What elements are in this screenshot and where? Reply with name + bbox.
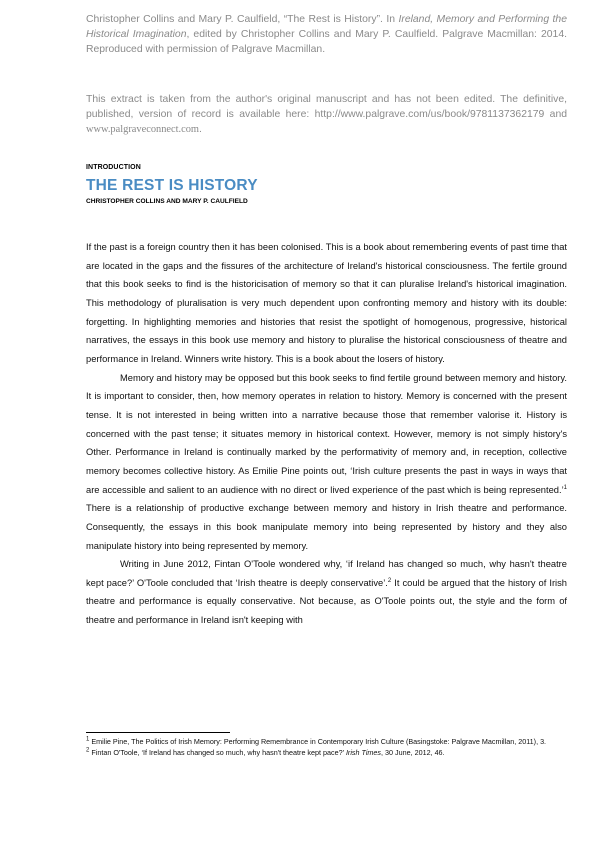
footnote-2-journal: Irish Times — [345, 747, 382, 757]
citation-notice — [86, 12, 567, 57]
body-text — [86, 238, 567, 630]
paragraph-2 — [86, 369, 567, 556]
extract-text: This extract is taken from the author's original manuscript and has not been edited. The definitive, published, version of record is available here: http://www.palgrave.com/us/book/9781137362179 and — [86, 94, 567, 120]
extract-period: . — [199, 124, 202, 135]
footnotes — [86, 737, 567, 758]
section-label: INTRODUCTION — [86, 164, 141, 171]
footnote-2 — [86, 748, 567, 759]
footnote-2-number: 2 — [86, 747, 90, 754]
paragraph-2-text-a: Memory and history may be opposed but this book seeks to find fertile ground between memory and history. It is important to consider, then, how memory operates in relation to history. Memory is concerned with the present tense. It is not interested in being written into a narrative because those that remember valorise it. History is concerned with the past tense; it situates memory in historical context. However, memory is not simply history's Other. Performance in Ireland is continually marked by the performativity of memory and, in reception, collective memory becomes collective history. As Emilie Pine points out, ‘Irish culture presents the past in ways in ways that are accessible and salient to an audience with no direct or lived experience of the past which is being represented.’ — [86, 372, 567, 495]
footnote-divider — [86, 732, 230, 733]
footnote-ref-2[interactable]: 2 — [387, 577, 392, 584]
paragraph-3-text-b: It could be argued that the history of Irish theatre and performance is equally conservative. Not because, as O'Toole points out, the style and the form of theatre and performance in Ireland isn't keeping with — [86, 577, 567, 626]
paragraph-1: If the past is a foreign country then it has been colonised. This is a book about remembering events of past time that are located in the gaps and the fissures of the architecture of Ireland's historical consciousness. The fertile ground that this book seeks to find is the historicisation of memory so that it can pluralise Ireland's historical imagination. This methodology of pluralisation is very much dependent upon confronting memory and history with its double: forgetting. In highlighting memories and histories that resist the spotlight of homogenous, progressive, historical narratives, the essays in this book use memory and history to pluralise the historical consciousness of theatre and performance in Ireland. Winners write history. This is a book about the losers of history. — [86, 242, 567, 364]
paragraph-2-text-b: There is a relationship of productive exchange between memory and history in Irish theatre and performance. Consequently, the essays in this book manipulate memory into being represented by history and they also manipulate history into being represented by memory. — [86, 503, 567, 551]
footnote-2-text-a: Fintan O'Toole, ‘If Ireland has changed so much, why hasn't theatre kept pace?’ — [89, 747, 346, 757]
chapter-authors: CHRISTOPHER COLLINS AND MARY P. CAULFIELD — [86, 198, 248, 205]
footnote-1-text: Emilie Pine, The Politics of Irish Memory: Performing Remembrance in Contemporary Irish Culture (Basingstoke: Palgrave Macmillan, 2011), 3. — [89, 737, 547, 746]
footnote-ref-1[interactable]: 1 — [563, 484, 567, 491]
citation-rest: , edited by Christopher Collins and Mary P. Caulfield. Palgrave Macmillan: 2014. Reproduced with permission of Palgrave Macmillan. — [86, 29, 567, 55]
palgraveconnect-link[interactable]: www.palgraveconnect.com — [86, 124, 199, 135]
footnote-1 — [86, 737, 567, 748]
footnote-1-number: 1 — [86, 736, 90, 743]
extract-notice — [86, 92, 567, 137]
paragraph-3-text-a: Writing in June 2012, Fintan O'Toole wondered why, ‘if Ireland has changed so much, why hasn't theatre kept pace?’ O'Toole concluded that ‘Irish theatre is deeply conservative’. — [86, 559, 567, 588]
paragraph-3 — [86, 555, 567, 630]
chapter-title: THE REST IS HISTORY — [86, 177, 258, 194]
citation-authors: Christopher Collins and Mary P. Caulfield, “The Rest is History”. In — [86, 14, 399, 25]
footnote-2-text-b: , 30 June, 2012, 46. — [381, 747, 445, 757]
citation-book-title: Ireland, Memory and Performing the Historical Imagination — [86, 14, 567, 40]
